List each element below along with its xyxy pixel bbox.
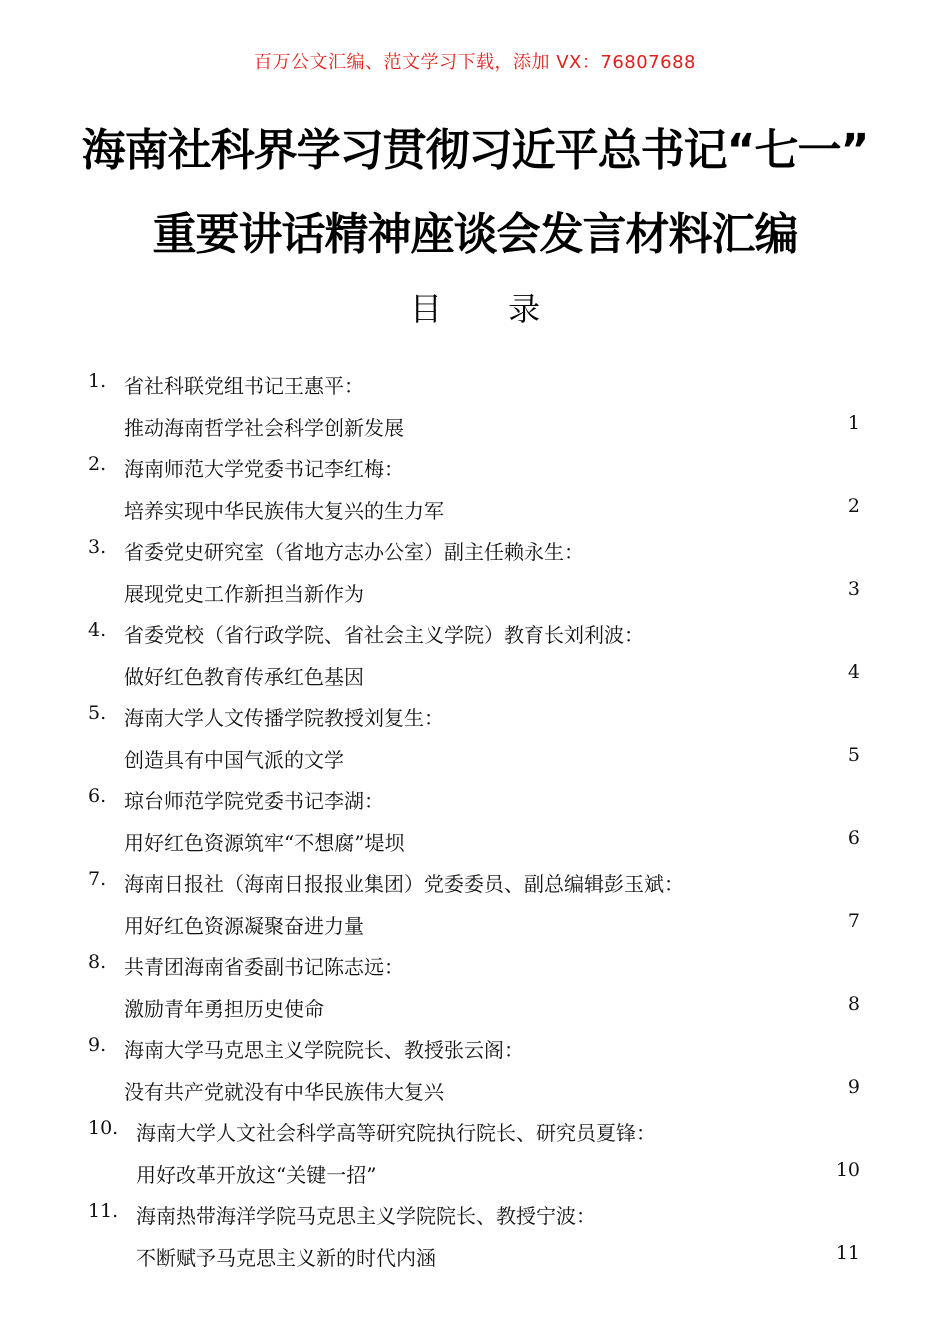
toc-entry-number: 9.: [88, 1034, 107, 1056]
toc-entry-speaker: 省委党校（省行政学院、省社会主义学院）教育长刘利波：: [124, 623, 644, 647]
toc-entry-page: 7: [847, 910, 860, 932]
toc-entry-speaker: 琼台师范学院党委书记李湖：: [124, 789, 384, 813]
toc-entry: [0, 864, 950, 947]
toc-entry-speaker: 海南师范大学党委书记李红梅：: [124, 457, 404, 481]
toc-entry-speaker: 省社科联党组书记王惠平：: [124, 374, 364, 398]
toc-entry-page: 1: [847, 412, 860, 434]
toc-entry-page: 10: [835, 1159, 860, 1181]
toc-entry-page: 4: [847, 661, 860, 683]
toc-entry-subtitle: 创造具有中国气派的文学: [124, 748, 344, 772]
document-title-line-2: 重要讲话精神座谈会发言材料汇编: [152, 209, 798, 260]
toc-entry-subtitle: 没有共产党就没有中华民族伟大复兴: [124, 1080, 444, 1104]
toc-entry-page: 3: [847, 578, 860, 600]
toc-entry: [0, 1196, 950, 1279]
toc-entry-speaker: 省委党史研究室（省地方志办公室）副主任赖永生：: [124, 540, 584, 564]
toc-entry-page: 6: [847, 827, 860, 849]
toc-entry-subtitle: 推动海南哲学社会科学创新发展: [124, 416, 404, 440]
toc-entry-subtitle: 用好红色资源凝聚奋进力量: [124, 914, 364, 938]
toc-entry: [0, 1030, 950, 1113]
toc-entry-speaker: 海南大学人文传播学院教授刘复生：: [124, 706, 444, 730]
toc-entry-subtitle: 用好红色资源筑牢“不想腐”堤坝: [124, 831, 405, 855]
toc-entry-number: 10.: [88, 1117, 119, 1139]
toc-heading: 目 录: [409, 290, 569, 328]
toc-entry-number: 11.: [88, 1200, 119, 1222]
toc-entry-subtitle: 做好红色教育传承红色基因: [124, 665, 364, 689]
toc-entry-subtitle: 展现党史工作新担当新作为: [124, 582, 364, 606]
toc-entry: [0, 947, 950, 1030]
toc-entry: [0, 366, 950, 449]
toc-entry-speaker: 海南热带海洋学院马克思主义学院院长、教授宁波：: [136, 1204, 596, 1228]
toc-entry-speaker: 海南日报社（海南日报报业集团）党委委员、副总编辑彭玉斌：: [124, 872, 684, 896]
toc-entry-subtitle: 不断赋予马克思主义新的时代内涵: [136, 1246, 436, 1270]
download-banner: 百万公文汇编、范文学习下载，添加 VX：76807688: [254, 52, 696, 73]
toc-entry-number: 8.: [88, 951, 107, 973]
toc-entry: [0, 1113, 950, 1196]
toc-entry-number: 4.: [88, 619, 107, 641]
toc-entry-subtitle: 激励青年勇担历史使命: [124, 997, 324, 1021]
toc-entry-page: 9: [847, 1076, 860, 1098]
toc-entry-page: 11: [835, 1242, 860, 1264]
toc-entry: [0, 615, 950, 698]
toc-entry-speaker: 海南大学人文社会科学高等研究院执行院长、研究员夏锋：: [136, 1121, 656, 1145]
toc-entry: [0, 532, 950, 615]
toc-entry-number: 1.: [88, 370, 107, 392]
toc-entry-number: 6.: [88, 785, 107, 807]
toc-entry: [0, 781, 950, 864]
toc-entry-page: 5: [847, 744, 860, 766]
document-title-line-1: 海南社科界学习贯彻习近平总书记“七一”: [81, 125, 869, 176]
toc-entry-page: 8: [847, 993, 860, 1015]
toc-entry-number: 3.: [88, 536, 107, 558]
toc-entry: [0, 449, 950, 532]
toc-entry-number: 2.: [88, 453, 107, 475]
toc-entry-page: 2: [847, 495, 860, 517]
table-of-contents: [0, 366, 950, 1279]
toc-entry-number: 7.: [88, 868, 107, 890]
toc-entry-speaker: 海南大学马克思主义学院院长、教授张云阁：: [124, 1038, 524, 1062]
toc-entry-number: 5.: [88, 702, 107, 724]
toc-entry: [0, 698, 950, 781]
toc-entry-speaker: 共青团海南省委副书记陈志远：: [124, 955, 404, 979]
toc-entry-subtitle: 培养实现中华民族伟大复兴的生力军: [124, 499, 444, 523]
toc-entry-subtitle: 用好改革开放这“关键一招”: [136, 1163, 377, 1187]
